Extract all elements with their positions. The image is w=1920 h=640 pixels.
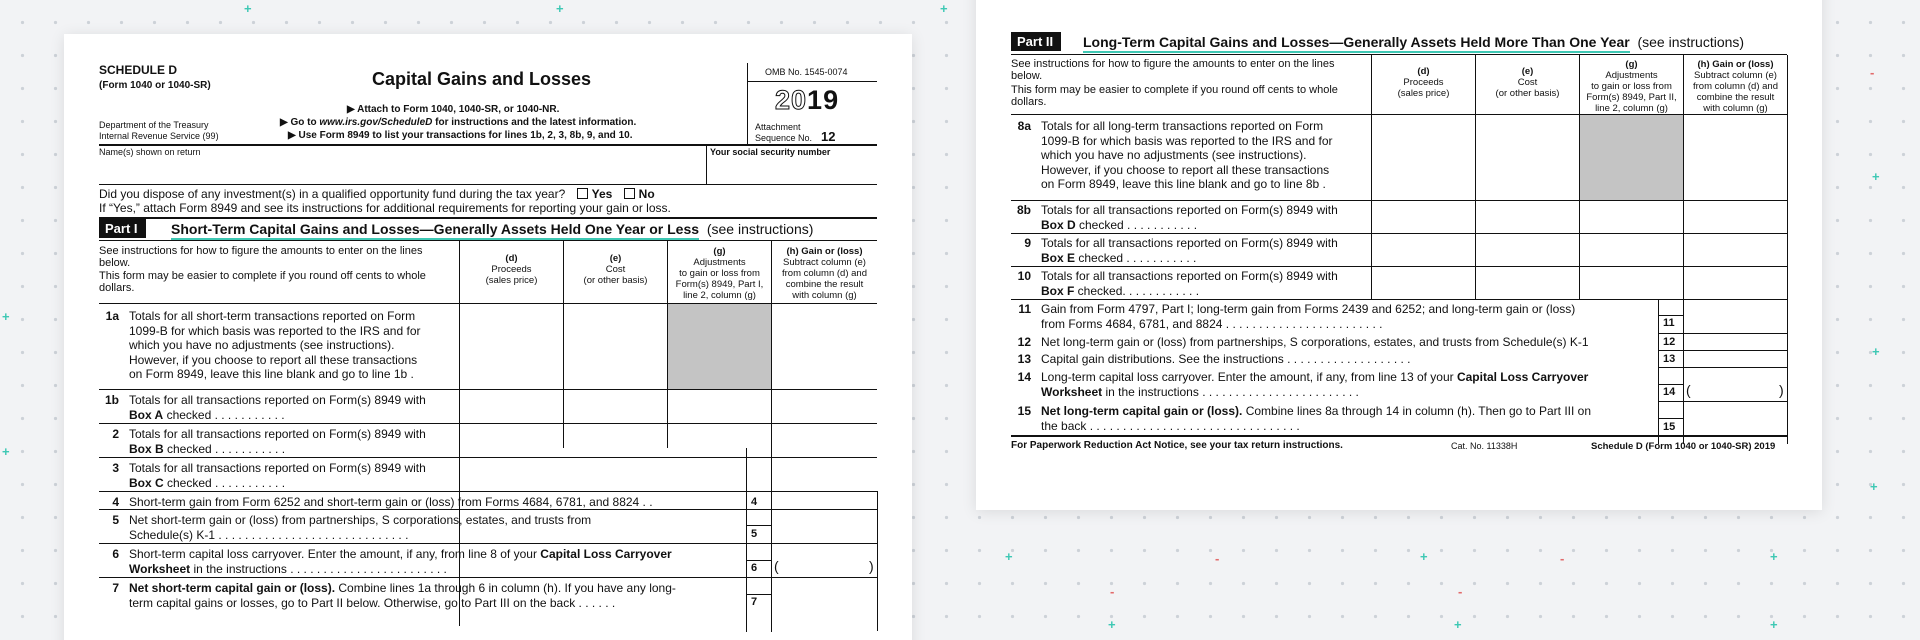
sequence-label: Sequence No. xyxy=(755,133,813,143)
line-4-gain-field[interactable] xyxy=(772,492,877,509)
tax-year: 2019 xyxy=(775,85,840,115)
qof-note: If “Yes,” attach Form 8949 and see its instructions for additional requirements for reporting your gain or loss. xyxy=(99,201,671,215)
part-ii-title: Long-Term Capital Gains and Losses—Generally Assets Held More Than One Year (see instructions) xyxy=(1083,33,1744,52)
dash-accent: - xyxy=(1870,65,1875,80)
attachment-label: Attachment xyxy=(755,122,801,132)
part-i-title: Short-Term Capital Gains and Losses—Generally Assets Held One Year or Less (see instructions) xyxy=(171,220,813,239)
dash-accent: - xyxy=(1110,584,1115,599)
plus-accent: + xyxy=(244,1,252,16)
line-8a-proceeds-field[interactable] xyxy=(1372,115,1475,200)
names-label: Name(s) shown on return xyxy=(99,147,201,157)
intro-text-1: See instructions for how to figure the amounts to enter on the lines below. xyxy=(1011,58,1335,82)
footer-notice: For Paperwork Reduction Act Notice, see your tax return instructions. xyxy=(1011,440,1343,451)
line-5: 5 Net short-term gain or (loss) from partnerships, S corporations, estates, and trusts from Schedule(s) K-1 . . . . . . . . . . . . . . . . . . . . . . . . . . . . . xyxy=(112,513,592,542)
line-1a-cost-field[interactable] xyxy=(564,304,667,389)
instruction-goto: ▶ Go to www.irs.gov/ScheduleD for instructions and the latest information. xyxy=(280,117,637,128)
line-6-loss-field[interactable] xyxy=(782,544,867,577)
plus-accent: + xyxy=(1454,617,1462,632)
col-e-header: (e) Cost (or other basis) xyxy=(1495,66,1560,99)
col-e-header: (e) Cost (or other basis) xyxy=(583,253,648,286)
plus-accent: + xyxy=(940,1,948,16)
line-3: 3 Totals for all transactions reported on Form(s) 8949 with Box C checked . . . . . . . . . . . xyxy=(112,461,426,490)
schedule-label: SCHEDULE D xyxy=(99,63,178,77)
line-8a-cost-field[interactable] xyxy=(1476,115,1579,200)
dash-accent: - xyxy=(1215,551,1220,566)
line-13: 13 Capital gain distributions. See the instructions . . . . . . . . . . . . . . . . . . . xyxy=(1017,352,1411,366)
line-14-number: 14 xyxy=(1663,386,1676,398)
line-7-gain-field[interactable] xyxy=(772,578,877,611)
line-5-gain-field[interactable] xyxy=(772,510,877,543)
line-6: 6 Short-term capital loss carryover. Enter the amount, if any, from line 8 of your Capital Loss Carryover Worksheet in the instructions . . . . . . . . . . . . . . . . . . . . . . . . xyxy=(112,547,672,576)
col-d-header: (d) Proceeds (sales price) xyxy=(485,253,538,286)
plus-accent: + xyxy=(1108,617,1116,632)
line-5-number: 5 xyxy=(751,528,758,540)
line-1a-gain-field[interactable] xyxy=(772,304,877,389)
line-11-gain-field[interactable] xyxy=(1684,300,1787,333)
line-12-gain-field[interactable] xyxy=(1684,334,1787,350)
instruction-form-8949: ▶ Use Form 8949 to list your transactions for lines 1b, 2, 3, 8b, 9, and 10. xyxy=(288,130,633,141)
intro-text-2: This form may be easier to complete if you round off cents to whole dollars. xyxy=(99,270,426,294)
intro-text-2: This form may be easier to complete if you round off cents to whole dollars. xyxy=(1011,84,1338,108)
line-8a: 8a Totals for all long-term transactions reported on Form 1099-B for which basis was reported to the IRS and for which you have no adjustments (see instructions). However, if you choose to report all these transactions on Form 8949, leave this line blank and go to line 8b . xyxy=(1017,119,1333,191)
qof-question: Did you dispose of any investment(s) in a qualified opportunity fund during the tax year? Yes No xyxy=(99,187,655,201)
line-1a: 1a Totals for all short-term transactions reported on Form 1099-B for which basis was reported to the IRS and for which you have no adjustments (see instructions). However, if you choose to report all these transactions on Form 8949, leave this line blank and go to line 1b . xyxy=(105,309,421,381)
plus-accent: + xyxy=(2,309,10,324)
col-h-header: (h) Gain or (loss) Subtract column (e) from column (d) and combine the result with column (g) xyxy=(1692,59,1778,114)
irs-url-link[interactable]: www.irs.gov/ScheduleD xyxy=(319,117,433,128)
line-4: 4 Short-term gain from Form 6252 and short-term gain or (loss) from Forms 4684, 6781, and 8824 . . xyxy=(112,495,653,509)
sequence-number: 12 xyxy=(821,129,836,144)
col-d-header: (d) Proceeds (sales price) xyxy=(1397,66,1450,99)
line-15: 15 Net long-term capital gain or (loss). Combine lines 8a through 14 in column (h). Then go to Part III on the back . . . . . . . . . . . . . . . . . . . . . . . . . . . . . . . . xyxy=(1017,404,1592,433)
shaded-cell xyxy=(1580,115,1683,200)
ssn-label: Your social security number xyxy=(710,147,831,157)
dept-label: Department of the Treasury xyxy=(99,120,209,130)
plus-accent: + xyxy=(1870,479,1878,494)
dash-accent: - xyxy=(1458,584,1463,599)
schedule-d-page-1: SCHEDULE D (Form 1040 or 1040-SR) Department of the Treasury Internal Revenue Service (99) Capital Gains and Losses ▶ Attach to Form 1040, 1040-SR, or 1040-NR. ▶ Go to www.irs.gov/ScheduleD for instructions and the latest information. ▶ Use Form 8949 to list your transactions for lines 1b, 2, 3, 8b, 9, and 10. OMB No. 1545-0074 2019 Attachment Sequence No. 12 Name(s) shown on return Your social security number Did you dispose of any investment(s) in a qualified opportunity fund during the tax year? Yes No If “Yes,” attach Form 8949 and see its instructions for additional requirements for reporting your gain or loss. Part I Short-Term Capital Gains and Losses—Generally Assets Held One Year or Less (see instructions) See instructions for how to figure the amounts to enter on the lines below. This form may be easier to complete if you round off cents to whole dollars. (d) Proceeds (sales price) (e) Cost (or other basis) (g) Adjustments to gain or loss from Form(s) 8949, Part I, line 2, column (g) (h) Gain or (loss) Subtract column (e) from column (d) and combine the result with column (g) 1a Totals for all short-term transactions reported on Form 1099-B for which basis was reported to the IRS and for which you have no adjustments (see instructions). However, if you choose to report all these transactions on Form 8949, leave this line blank and go to line 1b . 1b Totals for all transactions reported on Form(s) 8949 with Box A checked . . . . . . . . . . . 2 Totals for all transactions reported on Form(s) 8949 with Box B checked . . . . . . . . . . . 3 Totals for all transactions reported on Form(s) 8949 with Box C checked . . . . . . . . . . . 4 Short-term gain from Form 6252 and short-term gain or (loss) from Forms 4684, 6781, and 8824 . . 4 5 Net short-term gain or (loss) from partnerships, S corporations, estates, and trusts from Schedule(s) K-1 . . . . . . . . . . . . . . . . . . . . . . . . . . . . . 5 6 Short-term capital loss carryover. Enter the amount, if any, from line 8 of your Capital Loss Carryover Worksheet in the instructions . . . . . . . . . . . . . . . . . . . . . . . . 6 ( ) 7 Net short-term capital gain or (loss). Combine lines 1a through 6 in column (h). If you have any long- term capital gains or losses, go to Part II below. Otherwise, go to Part III on the back . . . . . . 7 xyxy=(64,34,912,640)
line-11: 11 Gain from Form 4797, Part I; long-term gain from Forms 2439 and 6252; and long-term gain or (loss) from Forms 4684, 6781, and 8824 . . . . . . . . . . . . . . . . . . . . . . . . xyxy=(1018,302,1576,331)
col-g-header: (g) Adjustments to gain or loss from Form(s) 8949, Part I, line 2, column (g) xyxy=(675,246,764,301)
line-13-gain-field[interactable] xyxy=(1684,351,1787,367)
part-ii-tag: Part II xyxy=(1011,32,1061,51)
form-title: Capital Gains and Losses xyxy=(372,69,592,89)
shaded-cell xyxy=(668,304,771,389)
line-6-number: 6 xyxy=(751,562,758,574)
qof-yes-checkbox[interactable] xyxy=(577,188,588,199)
line-10: 10 Totals for all transactions reported on Form(s) 8949 with Box F checked. . . . . . . . . . . . xyxy=(1017,269,1338,298)
plus-accent: + xyxy=(2,444,10,459)
part-i-tag: Part I xyxy=(99,219,146,238)
form-ref: (Form 1040 or 1040-SR) xyxy=(99,80,211,91)
plus-accent: + xyxy=(1770,617,1778,632)
col-h-header: (h) Gain or (loss) Subtract column (e) from column (d) and combine the result with column (g) xyxy=(781,246,867,301)
instruction-attach: ▶ Attach to Form 1040, 1040-SR, or 1040-NR. xyxy=(347,104,560,115)
plus-accent: + xyxy=(1770,549,1778,564)
line-15-gain-field[interactable] xyxy=(1684,402,1787,435)
plus-accent: + xyxy=(1872,169,1880,184)
line-12: 12 Net long-term gain or (loss) from partnerships, S corporations, estates, and trusts from Schedule(s) K-1 xyxy=(1017,335,1589,349)
line-1a-proceeds-field[interactable] xyxy=(460,304,563,389)
qof-no-checkbox[interactable] xyxy=(624,188,635,199)
plus-accent: + xyxy=(1420,549,1428,564)
line-4-number: 4 xyxy=(751,496,758,508)
dash-accent: - xyxy=(1560,551,1565,566)
intro-text-1: See instructions for how to figure the amounts to enter on the lines below. xyxy=(99,245,423,269)
line-7-number: 7 xyxy=(751,596,758,608)
line-7: 7 Net short-term capital gain or (loss). Combine lines 1a through 6 in column (h). If you have any long- term capital gains or losses, go to Part II below. Otherwise, go to Part III on the back . . . . . . xyxy=(112,581,676,610)
line-13-number: 13 xyxy=(1663,353,1676,365)
line-9: 9 Totals for all transactions reported on Form(s) 8949 with Box E checked . . . . . . . . . . . xyxy=(1024,236,1338,265)
line-8a-gain-field[interactable] xyxy=(1684,115,1787,200)
omb-number: OMB No. 1545-0074 xyxy=(765,67,848,77)
line-1b: 1b Totals for all transactions reported on Form(s) 8949 with Box A checked . . . . . . . . . . . xyxy=(104,393,426,422)
irs-label: Internal Revenue Service (99) xyxy=(99,131,219,141)
plus-accent: + xyxy=(1872,344,1880,359)
schedule-d-page-2: Part II Long-Term Capital Gains and Losses—Generally Assets Held More Than One Year (see instructions) See instructions for how to figure the amounts to enter on the lines below. This form may be easier to complete if you round off cents to whole dollars. (d) Proceeds (sales price) (e) Cost (or other basis) (g) Adjustments to gain or loss from Form(s) 8949, Part II, line 2, column (g) (h) Gain or (loss) Subtract column (e) from column (d) and combine the result with column (g) 8a Totals for all long-term transactions reported on Form 1099-B for which basis was reported to the IRS and for which you have no adjustments (see instructions). However, if you choose to report all these transactions on Form 8949, leave this line blank and go to line 8b . 8b Totals for all transactions reported on Form(s) 8949 with Box D checked . . . . . . . . . . . 9 Totals for all transactions reported on Form(s) 8949 with Box E checked . . . . . . . . . . . 10 Totals for all transactions reported on Form(s) 8949 with Box F checked. . . . . . . . . . . . 11 Gain from Form 4797, Part I; long-term gain from Forms 2439 and 6252; and long-term gain or (loss) from Forms 4684, 6781, and 8824 . . . . . . . . . . . . . . . . . . . . . . . . 11 12 Net long-term gain or (loss) from partnerships, S corporations, estates, and trusts from Schedule(s) K-1 12 13 Capital gain distributions. See the instructions . . . . . . . . . . . . . . . . . . . 13 14 Long-term capital loss carryover. Enter the amount, if any, from line 13 of your Capital Loss Carryover Worksheet in the instructions . . . . . . . . . . . . . . . . . . . . . . . . 14 ( ) 15 Net long-term capital gain or (loss). Combine lines 8a through 14 in column (h). Then go to Part III on the back . . . . . . . . . . . . . . . . . . . . . . . . . . . . . . . . 15 For Paperwork Reduction Act Notice, see your tax return instructions. Cat. No. 11338H Schedule D (Form 1040 or 1040-SR) 2019 xyxy=(976,0,1822,510)
line-15-number: 15 xyxy=(1663,421,1676,433)
plus-accent: + xyxy=(1005,549,1013,564)
footer-cat-number: Cat. No. 11338H xyxy=(1451,441,1518,451)
footer-form-ref: Schedule D (Form 1040 or 1040-SR) 2019 xyxy=(1591,441,1776,452)
col-g-header: (g) Adjustments to gain or loss from Form(s) 8949, Part II, line 2, column (g) xyxy=(1586,59,1677,114)
line-12-number: 12 xyxy=(1663,336,1676,348)
line-11-number: 11 xyxy=(1663,317,1675,329)
plus-accent: + xyxy=(556,1,564,16)
line-14: 14 Long-term capital loss carryover. Enter the amount, if any, from line 13 of your Capital Loss Carryover Worksheet in the instructions . . . . . . . . . . . . . . . . . . . . . . . . xyxy=(1017,370,1589,399)
line-8b: 8b Totals for all transactions reported on Form(s) 8949 with Box D checked . . . . . . . . . . . xyxy=(1016,203,1338,232)
line-14-loss-field[interactable] xyxy=(1694,368,1777,401)
line-2: 2 Totals for all transactions reported on Form(s) 8949 with Box B checked . . . . . . . . . . . xyxy=(112,427,426,456)
